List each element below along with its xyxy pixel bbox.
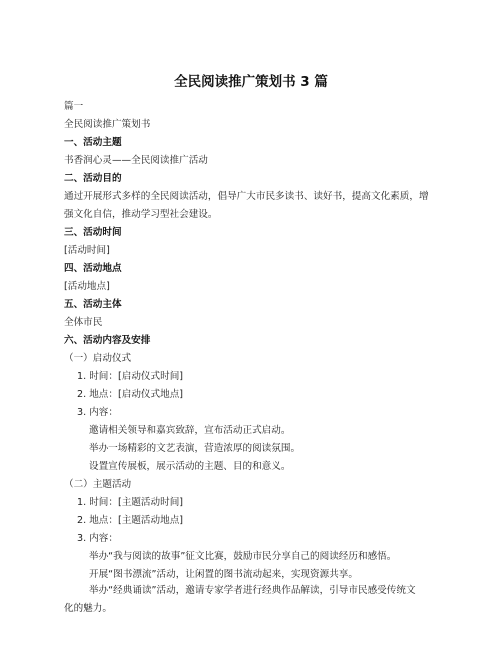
section-body-2: 通过开展形式多样的全民阅读活动，倡导广大市民多读书、读好书，提高文化素质，增强文化自信，推动学习型社会建设。 (64, 191, 429, 220)
sub2-content-label: 3. 内容： (77, 533, 118, 544)
subsection-heading-1: （一）启动仪式 (64, 353, 132, 364)
sub1-item: 举办一场精彩的文艺表演，营造浓厚的阅读氛围。 (89, 443, 301, 454)
sub1-place: 2. 地点：[启动仪式地点] (77, 389, 184, 400)
part-label: 篇一 (64, 101, 84, 112)
sub2-time: 1. 时间：[主题活动时间] (77, 497, 184, 508)
section-heading-6: 六、活动内容及安排 (64, 335, 151, 346)
sub2-item: 举办“经典诵读”活动，邀请专家学者进行经典作品解读，引导市民感受传统文化的魅力。 (64, 585, 416, 614)
section-heading-4: 四、活动地点 (64, 263, 122, 274)
section-heading-5: 五、活动主体 (64, 299, 122, 310)
sub1-time: 1. 时间：[启动仪式时间] (77, 371, 184, 382)
doc-subtitle: 全民阅读推广策划书 (64, 119, 151, 130)
section-heading-3: 三、活动时间 (64, 227, 122, 238)
sub1-item: 邀请相关领导和嘉宾致辞，宣布活动正式启动。 (89, 425, 291, 436)
sub2-item: 举办“我与阅读的故事”征文比赛，鼓励市民分享自己的阅读经历和感悟。 (89, 551, 397, 562)
section-body-1: 书香润心灵——全民阅读推广活动 (64, 155, 208, 166)
document-title: 全民阅读推广策划书 3 篇 (174, 74, 328, 90)
section-heading-1: 一、活动主题 (64, 137, 122, 148)
sub2-item: 开展“图书漂流”活动，让闲置的图书流动起来，实现资源共享。 (89, 569, 358, 580)
section-body-3: [活动时间] (64, 245, 110, 256)
sub1-content-label: 3. 内容： (77, 407, 118, 418)
section-heading-2: 二、活动目的 (64, 173, 122, 184)
sub1-item: 设置宣传展板，展示活动的主题、目的和意义。 (89, 461, 291, 472)
section-body-4: [活动地点] (64, 281, 110, 292)
subsection-heading-2: （二）主题活动 (64, 479, 132, 490)
sub2-place: 2. 地点：[主题活动地点] (77, 515, 184, 526)
section-body-5: 全体市民 (64, 317, 103, 328)
